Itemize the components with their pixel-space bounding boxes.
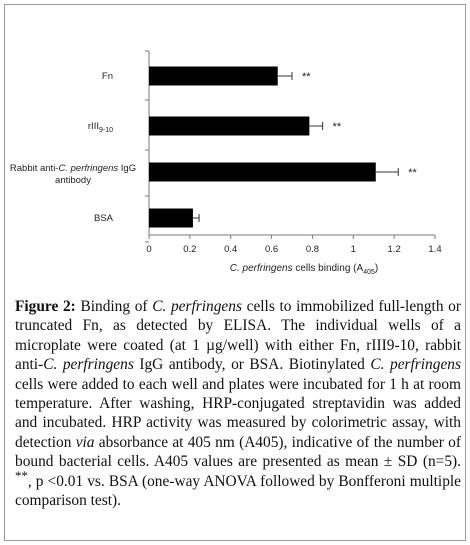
bar [149, 117, 309, 136]
caption-text-1: Binding of [75, 298, 153, 315]
category-label: rIII$_{9-10}$ [87, 121, 113, 134]
figure-caption [15, 297, 461, 510]
figure-frame [4, 4, 466, 541]
x-tick-label: 1 [350, 244, 356, 255]
x-tick-label: 0.4 [224, 244, 238, 255]
bar-chart [5, 5, 467, 295]
caption-text-5: absorbance at 405 nm (A405), indicative of the number of bound bacterial cells. A405 values are presented as mean ± SD (n=5). [15, 433, 461, 471]
significance-label: ** [332, 121, 342, 133]
caption-italic-4: via [75, 433, 95, 451]
bar [149, 163, 376, 182]
significance-label: ** [408, 167, 417, 179]
x-tick-label: 0.2 [183, 244, 197, 255]
significance-label: ** [302, 71, 311, 83]
x-tick-label: 1.2 [387, 244, 401, 255]
bar [149, 209, 193, 228]
x-tick-label: 0.6 [264, 244, 279, 255]
bar [149, 67, 278, 86]
caption-italic-2: C. perfringens [43, 356, 134, 374]
caption-text-3: IgG antibody, or BSA. Biotinylated [133, 356, 371, 374]
caption-text-4: cells were added to each well and plates were incubated for 1 h at room temperature. After washing, HRP-conjugated streptavidin was added and incubated. HRP activity was measured by colorimetric assay, with detection [15, 375, 461, 451]
caption-sup-1: ** [15, 468, 28, 483]
x-axis-title: C. perfringens cells binding $(A_{405})$ [229, 263, 379, 276]
caption-text-2: cells to immobilized full-length or truncated Fn, as detected by ELISA. The individual wells of a microplate were coated (at 1 µg/well) with either Fn, rIII9-10, rabbit anti- [15, 298, 462, 374]
caption-italic-1: C. perfringens [152, 298, 242, 315]
category-label: Rabbit anti-C. perfringens IgG [9, 163, 137, 174]
caption-label: Figure 2: [15, 298, 76, 315]
category-label: BSA [93, 213, 113, 224]
caption-italic-3: C. perfringens [370, 356, 461, 374]
x-tick-label: 1.4 [428, 244, 442, 255]
category-label-line2: antibody [55, 175, 91, 186]
x-tick-label: 0 [146, 244, 152, 255]
x-tick-label: 0.8 [305, 244, 320, 255]
caption-text-6: , p <0.01 vs. BSA (one-way ANOVA followed by Bonfferoni multiple comparison test). [15, 472, 461, 510]
category-label: Fn [101, 71, 113, 82]
